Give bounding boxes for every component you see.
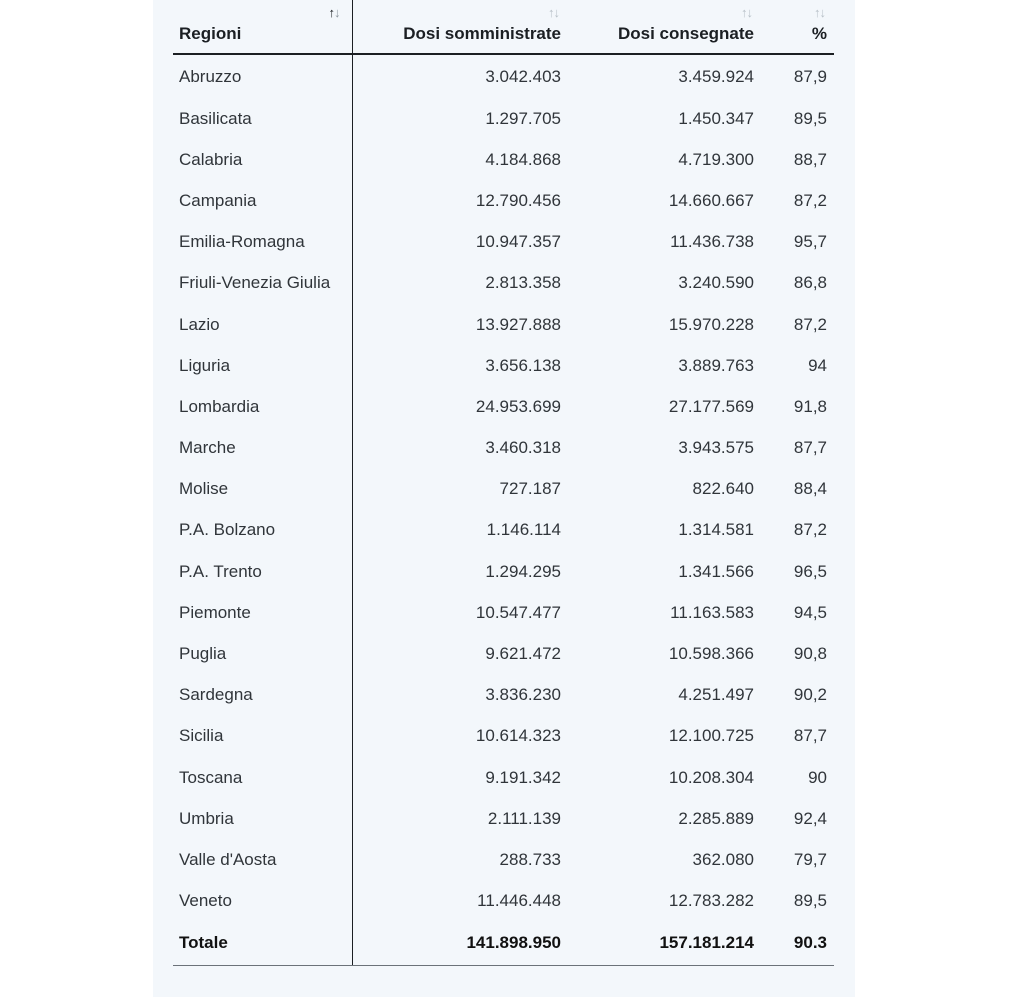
cell-percent: 79,7 — [793, 849, 827, 869]
cell-percent: 94,5 — [793, 602, 827, 622]
cell-dosi-somministrate: 4.184.868 — [485, 149, 561, 169]
cell-dosi-somministrate: 727.187 — [499, 479, 561, 499]
cell-dosi-somministrate: 1.294.295 — [485, 561, 561, 581]
cell-dosi-consegnate: 11.436.738 — [670, 232, 754, 252]
cell-percent: 87,7 — [793, 438, 827, 458]
cell-dosi-somministrate: 12.790.456 — [475, 190, 561, 210]
cell-dosi-somministrate: 11.446.448 — [477, 891, 561, 911]
cell-region: Totale — [173, 922, 352, 966]
cell-dosi-consegnate: 157.181.214 — [568, 922, 761, 966]
cell-percent: 90.3 — [761, 922, 834, 966]
table-body — [173, 54, 834, 965]
cell-dosi-consegnate: 1.314.581 — [678, 520, 754, 540]
cell-percent: 87,2 — [793, 314, 827, 334]
cell-region: Lazio — [173, 304, 352, 345]
table-row — [173, 263, 834, 304]
table-row — [173, 510, 834, 551]
cell-dosi-consegnate: 11.163.583 — [670, 602, 754, 622]
cell-percent: 87,7 — [793, 726, 827, 746]
cell-percent: 90,8 — [793, 644, 827, 664]
cell-percent: 96,5 — [793, 561, 827, 581]
cell-dosi-consegnate: 1.450.347 — [678, 108, 754, 128]
table-row — [173, 139, 834, 180]
cell-dosi-consegnate: 12.100.725 — [668, 726, 754, 746]
table-row — [173, 304, 834, 345]
cell-dosi-somministrate: 288.733 — [499, 849, 561, 869]
cell-region: Puglia — [173, 633, 352, 674]
table-row — [173, 633, 834, 674]
table-row — [173, 98, 834, 139]
cell-dosi-somministrate: 10.614.323 — [475, 726, 561, 746]
table-row — [173, 675, 834, 716]
cell-dosi-consegnate: 362.080 — [692, 849, 754, 869]
cell-region: Veneto — [173, 881, 352, 922]
cell-dosi-somministrate: 9.191.342 — [485, 767, 561, 787]
cell-percent: 92,4 — [793, 808, 827, 828]
cell-percent: 87,2 — [793, 520, 827, 540]
cell-dosi-somministrate: 3.836.230 — [485, 685, 561, 705]
sort-arrows-icon[interactable]: ↑↓ — [328, 5, 340, 20]
header-row — [173, 0, 834, 54]
cell-region: Liguria — [173, 345, 352, 386]
cell-dosi-somministrate: 3.042.403 — [485, 66, 561, 86]
sort-arrows-icon[interactable]: ↑↓ — [548, 5, 559, 20]
column-header-percent[interactable]: ↑↓ % — [761, 0, 834, 54]
table-row — [173, 54, 834, 98]
table-row — [173, 222, 834, 263]
cell-region: Marche — [173, 428, 352, 469]
cell-dosi-consegnate: 3.459.924 — [678, 66, 754, 86]
cell-region: Valle d'Aosta — [173, 839, 352, 880]
table-row — [173, 386, 834, 427]
table-row — [173, 345, 834, 386]
cell-region: Calabria — [173, 139, 352, 180]
cell-dosi-somministrate: 9.621.472 — [485, 644, 561, 664]
table-row-total — [173, 922, 834, 966]
cell-percent: 95,7 — [793, 232, 827, 252]
cell-dosi-consegnate: 1.341.566 — [678, 561, 754, 581]
table-row — [173, 798, 834, 839]
cell-dosi-consegnate: 12.783.282 — [668, 891, 754, 911]
cell-region: P.A. Bolzano — [173, 510, 352, 551]
cell-percent: 90 — [808, 767, 827, 787]
vaccine-doses-table — [173, 0, 834, 966]
cell-dosi-somministrate: 3.656.138 — [485, 355, 561, 375]
cell-dosi-consegnate: 3.889.763 — [678, 355, 754, 375]
cell-region: Friuli-Venezia Giulia — [173, 263, 352, 304]
cell-dosi-consegnate: 10.598.366 — [668, 644, 754, 664]
cell-region: Molise — [173, 469, 352, 510]
cell-region: P.A. Trento — [173, 551, 352, 592]
cell-dosi-somministrate: 1.297.705 — [485, 108, 561, 128]
cell-percent: 88,4 — [793, 479, 827, 499]
cell-dosi-somministrate: 2.111.139 — [487, 808, 561, 828]
cell-percent: 86,8 — [793, 273, 827, 293]
sort-arrows-icon[interactable]: ↑↓ — [814, 5, 825, 20]
cell-region: Campania — [173, 180, 352, 221]
sort-arrows-icon[interactable]: ↑↓ — [741, 5, 752, 20]
column-header-dosi-consegnate[interactable]: ↑↓ Dosi consegnate — [568, 0, 761, 54]
cell-region: Sicilia — [173, 716, 352, 757]
cell-percent: 89,5 — [793, 108, 827, 128]
cell-dosi-consegnate: 27.177.569 — [668, 396, 754, 416]
table-row — [173, 469, 834, 510]
cell-percent: 88,7 — [793, 149, 827, 169]
cell-dosi-consegnate: 14.660.667 — [668, 190, 754, 210]
cell-region: Umbria — [173, 798, 352, 839]
cell-region: Toscana — [173, 757, 352, 798]
cell-dosi-consegnate: 4.719.300 — [678, 149, 754, 169]
table-row — [173, 180, 834, 221]
cell-percent: 87,9 — [793, 66, 827, 86]
cell-dosi-somministrate: 2.813.358 — [485, 273, 561, 293]
cell-dosi-consegnate: 3.240.590 — [678, 273, 754, 293]
cell-percent: 94 — [808, 355, 827, 375]
cell-percent: 87,2 — [793, 190, 827, 210]
cell-dosi-somministrate: 141.898.950 — [352, 922, 568, 966]
cell-region: Lombardia — [173, 386, 352, 427]
cell-percent: 91,8 — [793, 396, 827, 416]
cell-dosi-consegnate: 2.285.889 — [678, 808, 754, 828]
cell-percent: 89,5 — [793, 891, 827, 911]
cell-dosi-somministrate: 24.953.699 — [475, 396, 561, 416]
cell-region: Emilia-Romagna — [173, 222, 352, 263]
cell-region: Abruzzo — [173, 54, 352, 98]
table-row — [173, 716, 834, 757]
cell-dosi-somministrate: 10.547.477 — [475, 602, 561, 622]
cell-dosi-consegnate: 3.943.575 — [678, 438, 754, 458]
cell-dosi-somministrate: 1.146.114 — [486, 520, 561, 540]
table-row — [173, 551, 834, 592]
cell-dosi-consegnate: 822.640 — [692, 479, 754, 499]
cell-region: Piemonte — [173, 592, 352, 633]
cell-dosi-somministrate: 3.460.318 — [485, 438, 561, 458]
table-row — [173, 881, 834, 922]
cell-dosi-consegnate: 4.251.497 — [678, 685, 754, 705]
cell-region: Basilicata — [173, 98, 352, 139]
cell-dosi-somministrate: 13.927.888 — [475, 314, 561, 334]
table-row — [173, 839, 834, 880]
cell-percent: 90,2 — [793, 685, 827, 705]
cell-region: Sardegna — [173, 675, 352, 716]
column-header-dosi-somministrate[interactable]: ↑↓ Dosi somministrate — [352, 0, 568, 54]
column-header-regioni[interactable]: ↑↓ Regioni — [173, 0, 352, 54]
cell-dosi-consegnate: 15.970.228 — [668, 314, 754, 334]
table-row — [173, 428, 834, 469]
cell-dosi-consegnate: 10.208.304 — [668, 767, 754, 787]
table-row — [173, 592, 834, 633]
cell-dosi-somministrate: 10.947.357 — [475, 232, 561, 252]
table-row — [173, 757, 834, 798]
